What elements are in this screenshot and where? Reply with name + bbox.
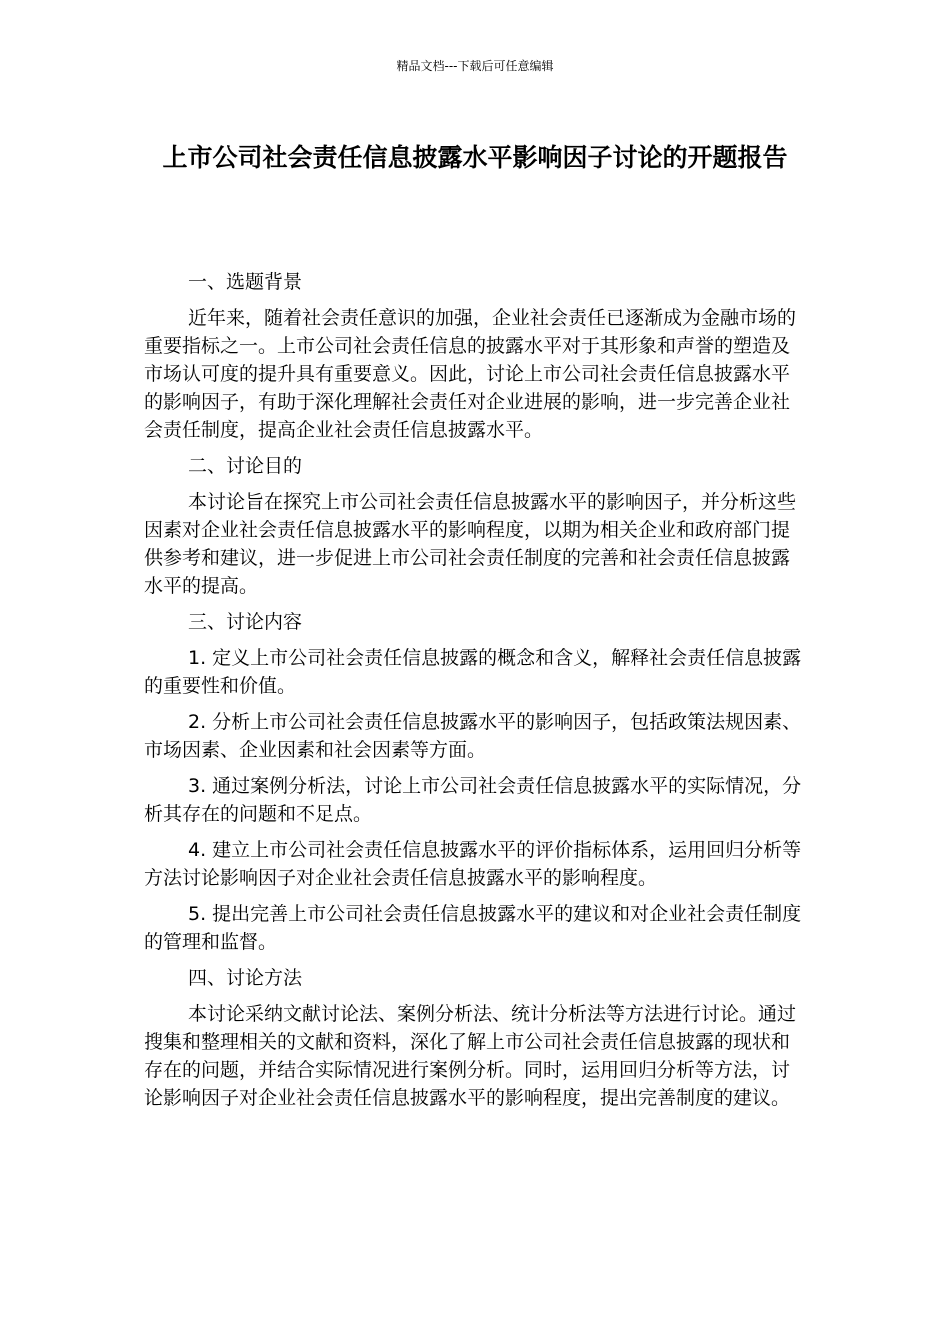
section-heading-purpose: 二、讨论目的 xyxy=(188,455,303,477)
paragraph-method: 本讨论采纳文献讨论法、案例分析法、统计分析法等方法进行讨论。通过搜集和整理相关的文献和资料，深化了解上市公司社会责任信息披露的现状和存在的问题，并结合实际情况进行案例分析。同时，运用回归分析等方法，讨论影响因子对企业社会责任信息披露水平的影响程度，提出完善制度的建议。 xyxy=(144,1003,797,1109)
document-body xyxy=(144,268,804,1120)
content-item-1: 1. 定义上市公司社会责任信息披露的概念和含义，解释社会责任信息披露的重要性和价值。 xyxy=(144,647,802,697)
content-item-5: 5. 提出完善上市公司社会责任信息披露水平的建议和对企业社会责任制度的管理和监督。 xyxy=(144,903,802,953)
section-heading-method: 四、讨论方法 xyxy=(188,967,303,989)
content-item-4: 4. 建立上市公司社会责任信息披露水平的评价指标体系，运用回归分析等方法讨论影响因子对企业社会责任信息披露水平的影响程度。 xyxy=(144,839,802,889)
content-item-2: 2. 分析上市公司社会责任信息披露水平的影响因子，包括政策法规因素、市场因素、企业因素和社会因素等方面。 xyxy=(144,711,802,761)
section-heading-background: 一、选题背景 xyxy=(188,271,303,293)
document-title: 上市公司社会责任信息披露水平影响因子讨论的开题报告 xyxy=(162,143,788,172)
header-note: 精品文档---下载后可任意编辑 xyxy=(396,59,554,73)
section-heading-content: 三、讨论内容 xyxy=(188,611,303,633)
paragraph-background: 近年来，随着社会责任意识的加强，企业社会责任已逐渐成为金融市场的重要指标之一。上市公司社会责任信息的披露水平对于其形象和声誉的塑造及市场认可度的提升具有重要意义。因此，讨论上市公司社会责任信息披露水平的影响因子，有助于深化理解社会责任对企业进展的影响，进一步完善企业社会责任制度，提高企业社会责任信息披露水平。 xyxy=(144,307,797,441)
paragraph-purpose: 本讨论旨在探究上市公司社会责任信息披露水平的影响因子，并分析这些因素对企业社会责任信息披露水平的影响程度，以期为相关企业和政府部门提供参考和建议，进一步促进上市公司社会责任制度的完善和社会责任信息披露水平的提高。 xyxy=(144,491,797,597)
content-item-3: 3. 通过案例分析法，讨论上市公司社会责任信息披露水平的实际情况，分析其存在的问题和不足点。 xyxy=(144,775,802,825)
